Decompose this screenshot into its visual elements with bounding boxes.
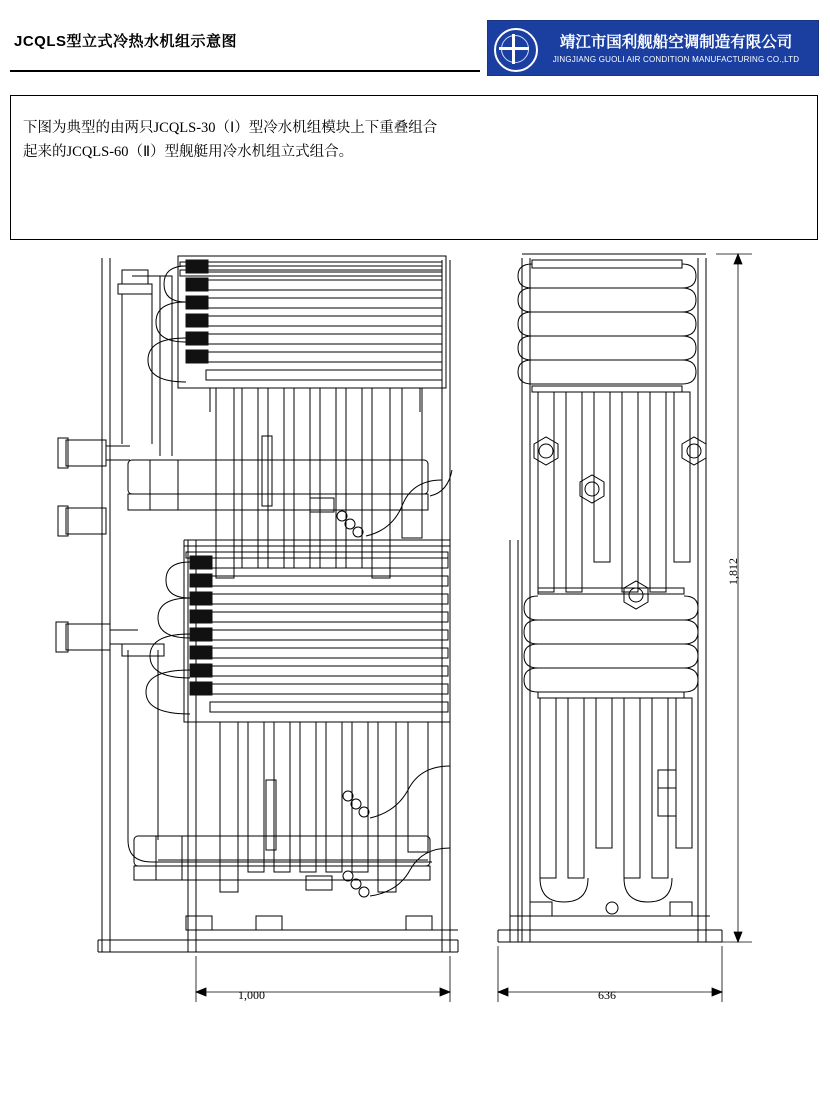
description-text: 下图为典型的由两只JCQLS-30（Ⅰ）型冷水机组模块上下重叠组合起来的JCQLS-60（Ⅱ）型舰艇用冷水机组立式组合。 — [23, 120, 438, 160]
side-view — [498, 254, 722, 942]
title-divider — [10, 70, 480, 72]
company-logo-icon — [494, 28, 538, 72]
upper-coil-bank — [186, 260, 442, 380]
description-box — [10, 95, 818, 240]
company-banner — [487, 20, 819, 76]
company-name-en: JINGJIANG GUOLI AIR CONDITION MANUFACTURING CO.,LTD — [552, 55, 800, 64]
side-fittings — [534, 437, 706, 609]
front-view — [56, 256, 458, 952]
dimension-lines — [196, 254, 752, 1002]
page-header — [0, 0, 830, 78]
technical-drawing — [10, 240, 818, 1040]
lower-coil-bank — [190, 556, 448, 712]
dimension-front-width: 1,000 — [238, 988, 265, 1002]
side-lower-coil — [524, 588, 698, 698]
dimension-overall-height: 1,812 — [726, 558, 740, 585]
drawing-canvas — [10, 240, 818, 1040]
page-title: JCQLS型立式冷热水机组示意图 — [14, 33, 238, 50]
dimension-side-width: 636 — [598, 988, 616, 1002]
company-name-cn: 靖江市国利舰船空调制造有限公司 — [559, 34, 793, 51]
side-upper-coil — [518, 260, 696, 392]
